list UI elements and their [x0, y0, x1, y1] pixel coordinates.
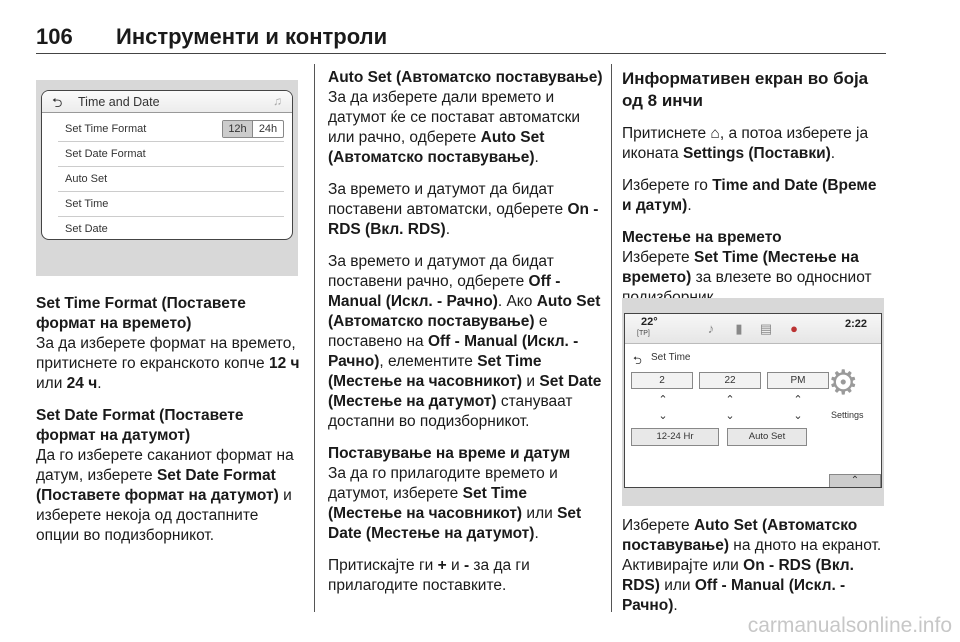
paragraph-manual: За времето и датумот да бидат поставени рачно, одберете Off - Manual (Искл. - Рачно). Ако Auto Set (Автоматско поставување) е поставено на Off - Manual (Искл. - Рачно), елементите Set Time (Местење на часовникот) и Set Date (Местење на датумот) стануваат достапни во подизборникот.	[328, 253, 602, 430]
paragraph-set-time: Изберете Set Time (Местење на времето) за влезете во односниот	[622, 249, 872, 286]
toggle-12h[interactable]: 12h	[223, 121, 253, 137]
chevron-up-icon[interactable]: ⌃	[829, 474, 881, 488]
page-title: Инструменти и контроли	[116, 24, 388, 49]
traffic-program-indicator: [TP]	[637, 330, 650, 337]
minute-field: 22	[699, 372, 761, 389]
media-icon[interactable]: ♪	[707, 321, 715, 336]
column-1-text	[36, 294, 304, 558]
section-heading-color-display: Информативен екран во боја од 8 инчи	[622, 69, 869, 110]
row-label: Set Time	[65, 198, 109, 210]
row-label: Set Time Format	[65, 123, 147, 135]
clock: 2:22	[844, 318, 867, 330]
section-heading-set-time-date: Поставување на време и датум	[328, 445, 571, 462]
paragraph-auto-set: За да изберете дали времето и датумот ќе се постават автоматски или рачно, одберете Auto Set (Автоматско поставување).	[328, 89, 581, 166]
paragraph-select-time-date: Изберете го Time and Date (Време и датум).	[622, 177, 877, 214]
settings-label: Settings	[831, 410, 864, 420]
app-icon[interactable]: ●	[790, 321, 798, 336]
time-format-toggle[interactable]	[222, 120, 284, 138]
row-label: Auto Set	[65, 173, 108, 185]
row-set-time[interactable]	[58, 192, 284, 217]
page-number: 106	[36, 24, 73, 49]
settings-list	[58, 117, 284, 240]
row-auto-set[interactable]	[58, 167, 284, 192]
toggle-24h[interactable]: 24h	[258, 123, 278, 135]
temperature: 22°	[641, 316, 658, 328]
watermark: carmanualsonline.info	[747, 614, 952, 637]
row-set-date[interactable]	[58, 217, 284, 240]
time-format-button[interactable]: 12-24 Hr	[631, 428, 719, 446]
paragraph-adjust: За да го прилагодите времето и датумот, изберете Set Time (Местење на часовникот) или Set Date (Местење на датумот).	[328, 465, 582, 542]
phone-icon[interactable]: ▮	[735, 321, 743, 336]
minute-down-icon[interactable]: ⌄	[725, 410, 735, 422]
row-label: Set Date	[65, 223, 108, 235]
row-set-time-format[interactable]	[58, 117, 284, 142]
nav-icon[interactable]: ▤	[759, 321, 773, 336]
time-and-date-panel	[41, 90, 293, 240]
minute-up-icon[interactable]: ⌃	[725, 394, 735, 406]
column-divider-2	[611, 64, 612, 612]
set-time-screenshot	[622, 298, 884, 506]
section-heading-auto-set: Auto Set (Автоматско поставување)	[328, 69, 603, 86]
paragraph-plus-minus: Притискајте ги + и - за да ги прилагодите поставките.	[328, 557, 530, 594]
paragraph-auto-set-select: Изберете Auto Set (Автоматско поставување) на дното на екранот. Активирајте или On - RDS (Вкл. RDS) или Off - Manual (Искл. - Рачно).	[622, 517, 882, 614]
section-heading-date-format: Set Date Format (Поставете формат на датумот)	[36, 407, 244, 444]
ampm-field: PM	[767, 372, 829, 389]
row-label: Set Date Format	[65, 148, 146, 160]
back-arrow-icon[interactable]: ⮌	[633, 355, 642, 367]
ampm-up-icon[interactable]: ⌃	[793, 394, 803, 406]
column-divider-1	[314, 64, 315, 612]
hour-up-icon[interactable]: ⌃	[658, 394, 668, 406]
set-time-panel	[624, 313, 882, 488]
home-icon: ⌂	[710, 125, 720, 142]
paragraph-time-format: За да изберете формат на времето, притиснете го екранското копче 12 ч или 24 ч.	[36, 335, 300, 392]
hour-down-icon[interactable]: ⌄	[658, 410, 668, 422]
paragraph-date-format: Да го изберете саканиот формат на датум, изберете Set Date Format (Поставете формат на датумот) и изберете некоја од достапните опции во подизборникот.	[36, 447, 294, 544]
music-note-icon: ♫	[273, 94, 282, 108]
page-header	[36, 24, 886, 54]
back-arrow-icon[interactable]: ⮌	[52, 95, 63, 110]
auto-set-button[interactable]: Auto Set	[727, 428, 807, 446]
ampm-down-icon[interactable]: ⌄	[793, 410, 803, 422]
gear-icon[interactable]: ⚙	[828, 364, 859, 402]
column-3-text-bottom	[622, 516, 888, 628]
column-3-text	[622, 68, 888, 320]
panel-title-bar	[42, 91, 292, 113]
time-and-date-screenshot	[36, 80, 298, 276]
status-bar	[625, 314, 881, 344]
row-set-date-format[interactable]	[58, 142, 284, 167]
section-heading-set-time: Местење на времето	[622, 229, 782, 246]
panel-title: Set Time	[651, 352, 691, 363]
paragraph-press-home: Притиснете ⌂, а потоа изберете ја иконата Settings (Поставки).	[622, 125, 869, 162]
column-2-text	[328, 68, 604, 608]
hour-field: 2	[631, 372, 693, 389]
paragraph-auto-rds: За времето и датумот да бидат поставени автоматски, одберете On - RDS (Вкл. RDS).	[328, 181, 599, 238]
panel-title: Time and Date	[78, 95, 160, 109]
section-heading-time-format: Set Time Format (Поставете формат на времето)	[36, 295, 246, 332]
